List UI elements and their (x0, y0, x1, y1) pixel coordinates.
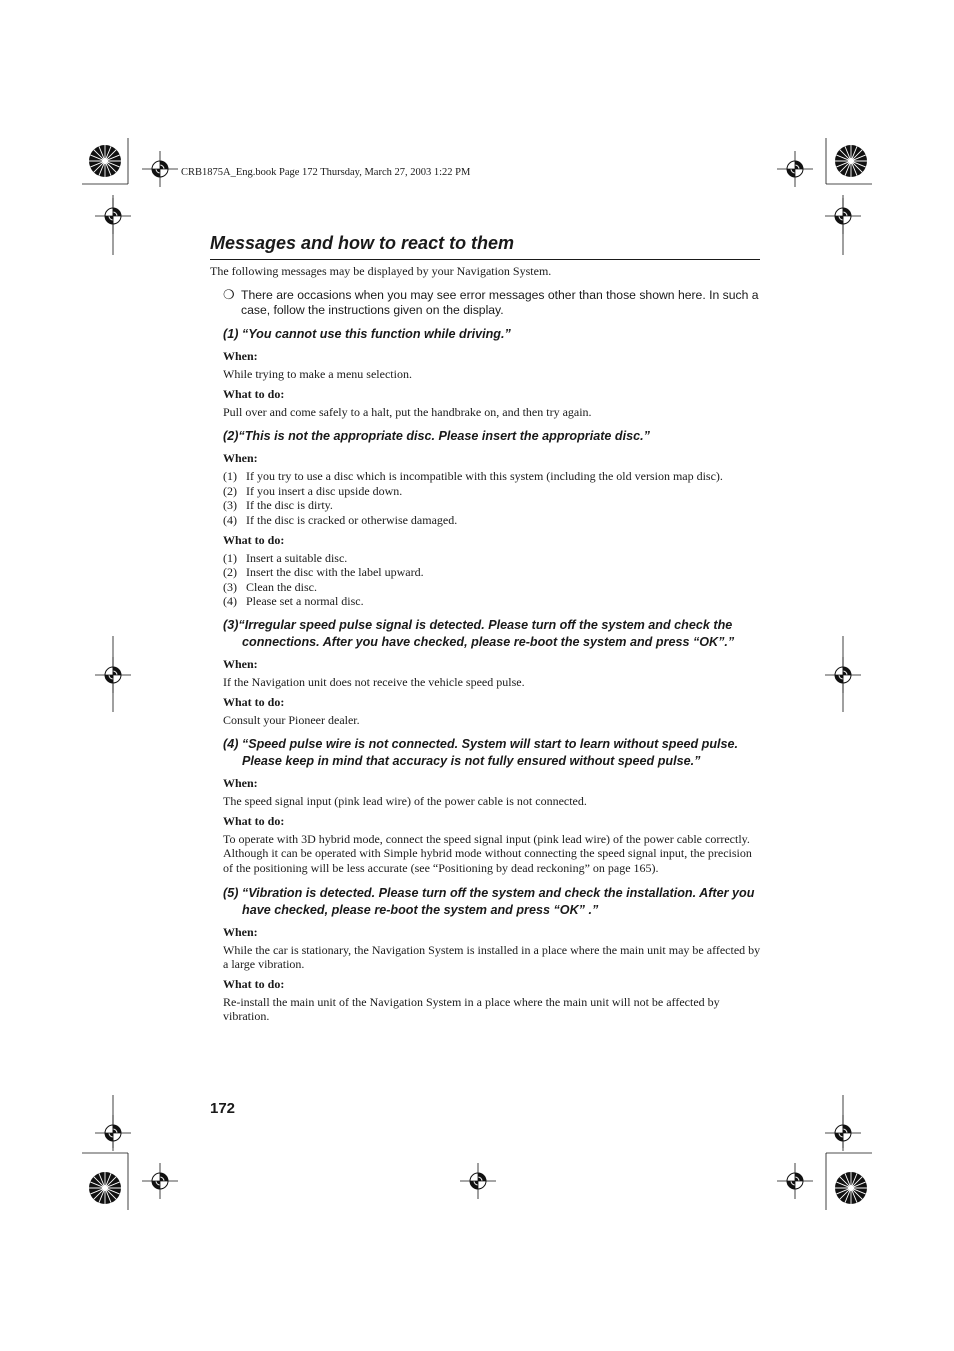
message-5 (223, 885, 763, 1024)
note-text: There are occasions when you may see error messages other than those shown here. In such a case, follow the instructions given on the display. (241, 288, 759, 317)
list-item (223, 580, 763, 595)
list-item (223, 469, 763, 484)
message-3 (223, 617, 763, 727)
when-label: When: (223, 656, 258, 671)
list-text: If the disc is cracked or otherwise damaged. (246, 512, 458, 527)
message-heading: (3)“Irregular speed pulse signal is detected. Please turn off the system and check the connections. After you have checked, please re-boot the system and press “OK”.” (223, 617, 735, 649)
what-to-do-text: Re-install the main unit of the Navigation System in a place where the main unit will not be affected by vibration. (223, 994, 720, 1024)
message-heading: (2)“This is not the appropriate disc. Please insert the appropriate disc.” (223, 429, 650, 444)
list-number: (2) (223, 483, 237, 498)
what-to-do-text: To operate with 3D hybrid mode, connect the speed signal input (pink lead wire) of the power cable correctly. Although it can be operated with Simple hybrid mode without connecting the speed signal input, the precision of the positioning will be less accurate (see “Positioning by dead reckoning” on page 165). (223, 831, 752, 875)
when-label: When: (223, 451, 258, 466)
what-to-do-label: What to do: (223, 694, 285, 709)
list-item (223, 498, 763, 513)
page-number: 172 (210, 1100, 236, 1117)
what-to-do-label: What to do: (223, 386, 285, 401)
list-text: If you try to use a disc which is incompatible with this system (including the old version map disc). (246, 469, 723, 484)
list-number: (3) (223, 579, 237, 594)
list-text: If you insert a disc upside down. (246, 483, 403, 498)
when-text: The speed signal input (pink lead wire) of the power cable is not connected. (223, 794, 587, 809)
when-text: While trying to make a menu selection. (223, 367, 412, 381)
message-heading: (4) “Speed pulse wire is not connected. System will start to learn without speed pulse. Please keep in mind that accuracy is not fully ensured without speed pulse.” (223, 737, 739, 769)
what-to-do-text: Pull over and come safely to a halt, put the handbrake on, and then try again. (223, 404, 592, 419)
list-item (223, 594, 763, 609)
title-rule (210, 259, 760, 260)
list-text: Insert a suitable disc. (246, 550, 348, 565)
list-text: Please set a normal disc. (246, 594, 364, 609)
intro-text: The following messages may be displayed by your Navigation System. (210, 264, 552, 278)
message-1 (223, 326, 763, 419)
when-text: While the car is stationary, the Navigation System is installed in a place where the main unit may be affected by a large vibration. (223, 942, 761, 972)
list-number: (4) (223, 512, 237, 527)
message-2 (223, 428, 763, 609)
page-title: Messages and how to react to them (210, 233, 515, 253)
what-to-do-text: Consult your Pioneer dealer. (223, 712, 360, 727)
list-number: (1) (223, 469, 237, 484)
list-number: (2) (223, 565, 237, 580)
file-info-header: CRB1875A_Eng.book Page 172 Thursday, March 27, 2003 1:22 PM (181, 167, 471, 178)
when-text: If the Navigation unit does not receive the vehicle speed pulse. (223, 674, 525, 689)
message-heading: (5) “Vibration is detected. Please turn off the system and check the installation. After you have checked, please re-boot the system and press “OK” .” (223, 885, 755, 917)
what-to-do-label: What to do: (223, 976, 285, 991)
list-text: If the disc is dirty. (246, 498, 333, 513)
list-text: Insert the disc with the label upward. (246, 565, 424, 580)
list-item (223, 484, 763, 499)
when-label: When: (223, 924, 258, 939)
arrow-note-icon: ❍ (223, 287, 235, 302)
message-4 (223, 736, 763, 875)
what-to-do-label: What to do: (223, 813, 285, 828)
list-number: (3) (223, 498, 237, 513)
list-item (223, 565, 763, 580)
when-label: When: (223, 349, 258, 363)
message-heading: (1) “You cannot use this function while driving.” (223, 327, 511, 341)
list-item (223, 551, 763, 566)
messages-list (223, 326, 763, 1024)
list-number: (1) (223, 550, 237, 565)
list-item (223, 513, 763, 528)
list-number: (4) (223, 594, 237, 609)
what-to-do-label: What to do: (223, 532, 285, 547)
list-text: Clean the disc. (246, 579, 317, 594)
when-label: When: (223, 776, 258, 791)
